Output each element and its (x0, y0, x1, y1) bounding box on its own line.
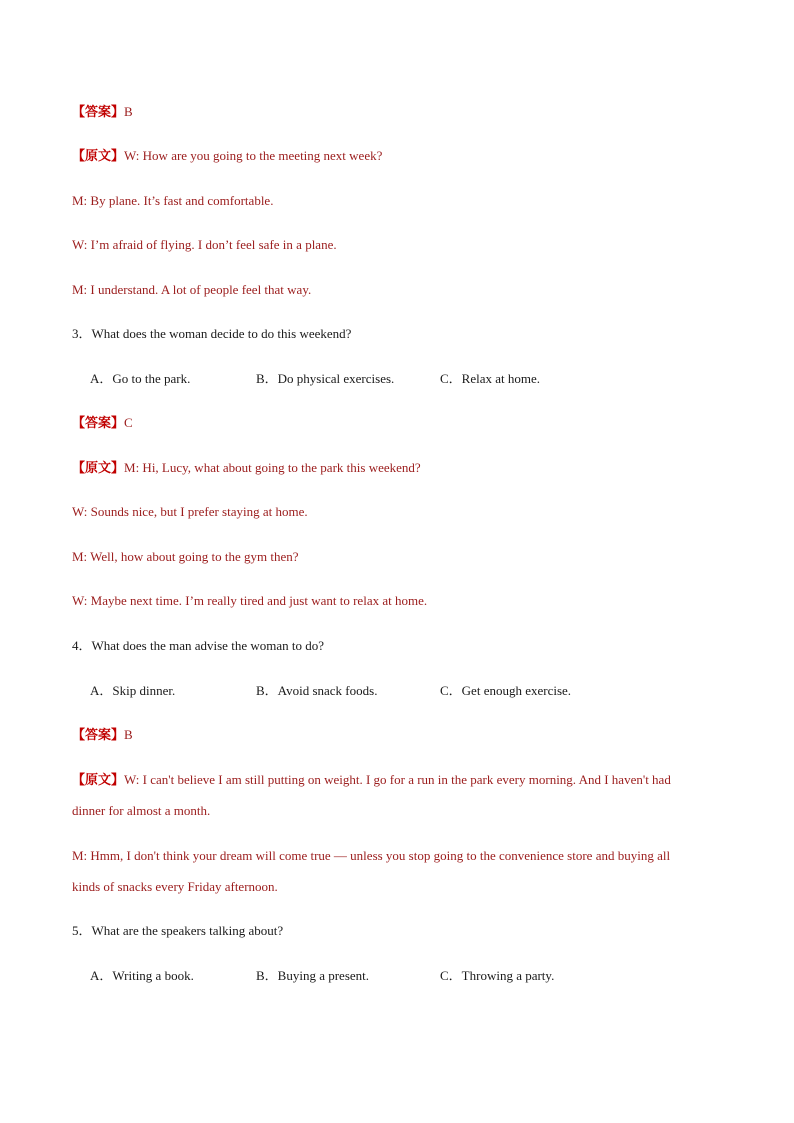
transcript-line: M: I understand. A lot of people feel that way. (72, 282, 312, 297)
answer-value: B (124, 104, 133, 119)
answer-line (72, 104, 133, 120)
answer-value: B (124, 727, 133, 742)
transcript-line (72, 460, 421, 476)
answer-line (72, 727, 133, 743)
option-a: A．Skip dinner. (90, 683, 176, 698)
option-b: B．Avoid snack foods. (256, 683, 378, 698)
option-b: B．Do physical exercises. (256, 371, 395, 386)
transcript-text: W: How are you going to the meeting next week? (124, 148, 383, 163)
question-5: 5．What are the speakers talking about? (72, 923, 284, 938)
transcript-line (72, 148, 382, 164)
question-4: 4．What does the man advise the woman to do? (72, 638, 324, 653)
answer-line (72, 415, 133, 431)
transcript-line (72, 772, 671, 788)
transcript-line: dinner for almost a month. (72, 803, 211, 818)
transcript-text: W: I can't believe I am still putting on weight. I go for a run in the park every morning. And I haven't had (124, 772, 671, 787)
transcript-tag: 【原文】 (72, 148, 125, 163)
transcript-line: M: Well, how about going to the gym then? (72, 549, 299, 564)
option-b: B．Buying a present. (256, 968, 370, 983)
option-c: C．Relax at home. (440, 371, 541, 386)
transcript-tag: 【原文】 (72, 460, 125, 475)
transcript-line: W: Maybe next time. I’m really tired and just want to relax at home. (72, 593, 428, 608)
transcript-text: M: Hi, Lucy, what about going to the park this weekend? (124, 460, 421, 475)
transcript-line: kinds of snacks every Friday afternoon. (72, 879, 278, 894)
transcript-line: W: Sounds nice, but I prefer staying at home. (72, 504, 308, 519)
option-c: C．Get enough exercise. (440, 683, 572, 698)
answer-tag: 【答案】 (72, 727, 125, 742)
transcript-line: M: By plane. It’s fast and comfortable. (72, 193, 274, 208)
transcript-line: M: Hmm, I don't think your dream will come true — unless you stop going to the convenience store and buying all (72, 848, 671, 863)
answer-tag: 【答案】 (72, 415, 125, 430)
option-a: A．Go to the park. (90, 371, 191, 386)
option-c: C．Throwing a party. (440, 968, 555, 983)
answer-tag: 【答案】 (72, 104, 125, 119)
question-3: 3．What does the woman decide to do this weekend? (72, 326, 352, 341)
option-a: A．Writing a book. (90, 968, 194, 983)
transcript-line: W: I’m afraid of flying. I don’t feel safe in a plane. (72, 237, 337, 252)
answer-value: C (124, 415, 133, 430)
transcript-tag: 【原文】 (72, 772, 125, 787)
